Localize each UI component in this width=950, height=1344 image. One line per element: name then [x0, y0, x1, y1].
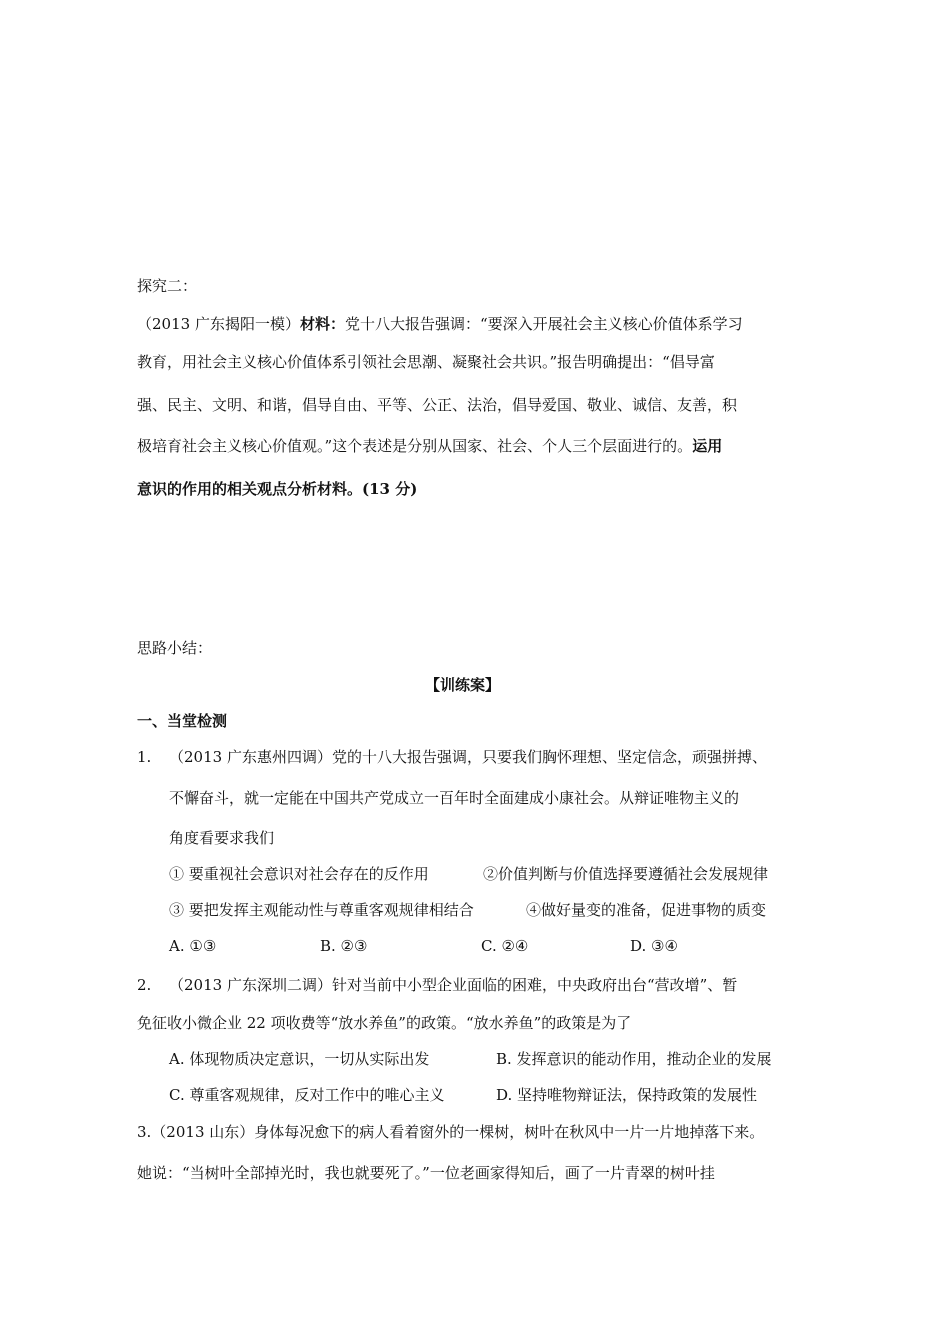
material-line-1 [137, 314, 743, 334]
statement-4: ④做好量变的准备，促进事物的质变 [526, 901, 767, 919]
question-2-line-2: 免征收小微企业 22 项收费等“放水养鱼”的政策。“放水养鱼”的政策是为了 [137, 1014, 632, 1032]
statement-1: ① 要重视社会意识对社会存在的反作用 [169, 865, 429, 883]
statement-2: ②价值判断与价值选择要遵循社会发展规律 [483, 865, 769, 883]
material-line-3: 强、民主、文明、和谐，倡导自由、平等、公正、法治，倡导爱国、敬业、诚信、友善，积 [137, 396, 738, 414]
material-label: 材料： [299, 315, 345, 333]
question-number: 2. [137, 976, 152, 994]
choice-a: A. 体现物质决定意识，一切从实际出发 [169, 1050, 430, 1068]
summary-label: 思路小结： [137, 639, 213, 657]
task-instruction: 意识的作用的相关观点分析材料。(13 分) [137, 480, 418, 498]
material-line-4 [137, 436, 722, 456]
choice-b: B. 发挥意识的能动作用，推动企业的发展 [496, 1050, 772, 1068]
material-line-2: 教育，用社会主义核心价值体系引领社会思潮、凝聚社会共识。”报告明确提出：“倡导富 [137, 353, 715, 371]
source-tag: （2013 广东揭阳一模） [137, 315, 300, 333]
choice-c: C. ②④ [481, 937, 529, 955]
question-1-line-3: 角度看要求我们 [169, 829, 275, 847]
question-1-line-2: 不懈奋斗，就一定能在中国共产党成立一百年时全面建成小康社会。从辩证唯物主义的 [169, 789, 740, 807]
training-title: 【训练案】 [425, 676, 501, 694]
explore-heading: 探究二： [137, 277, 198, 295]
statement-3: ③ 要把发挥主观能动性与尊重客观规律相结合 [169, 901, 474, 919]
material-text: 极培育社会主义核心价值观。”这个表述是分别从国家、社会、个人三个层面进行的。 [137, 437, 693, 455]
question-3-line-1: 3.（2013 山东）身体每况愈下的病人看着窗外的一棵树，树叶在秋风中一片一片地掉落下来。 [137, 1123, 765, 1141]
section-heading: 一、当堂检测 [137, 712, 228, 730]
choice-a: A. ①③ [169, 937, 217, 955]
question-3-line-2: 她说：“当树叶全部掉光时，我也就要死了。”一位老画家得知后，画了一片青翠的树叶挂 [137, 1164, 715, 1182]
choice-b: B. ②③ [320, 937, 368, 955]
task-instruction: 运用 [692, 437, 723, 455]
choice-d: D. ③④ [630, 937, 678, 955]
choice-d: D. 坚持唯物辩证法，保持政策的发展性 [496, 1086, 758, 1104]
choice-c: C. 尊重客观规律，反对工作中的唯心主义 [169, 1086, 445, 1104]
question-2-line-1: （2013 广东深圳二调）针对当前中小型企业面临的困难，中央政府出台“营改增”、暂 [169, 976, 738, 994]
question-1-line-1: （2013 广东惠州四调）党的十八大报告强调，只要我们胸怀理想、坚定信念，顽强拼搏、 [169, 748, 767, 766]
question-number: 1. [137, 748, 152, 766]
material-text: 党十八大报告强调：“要深入开展社会主义核心价值体系学习 [344, 315, 743, 333]
